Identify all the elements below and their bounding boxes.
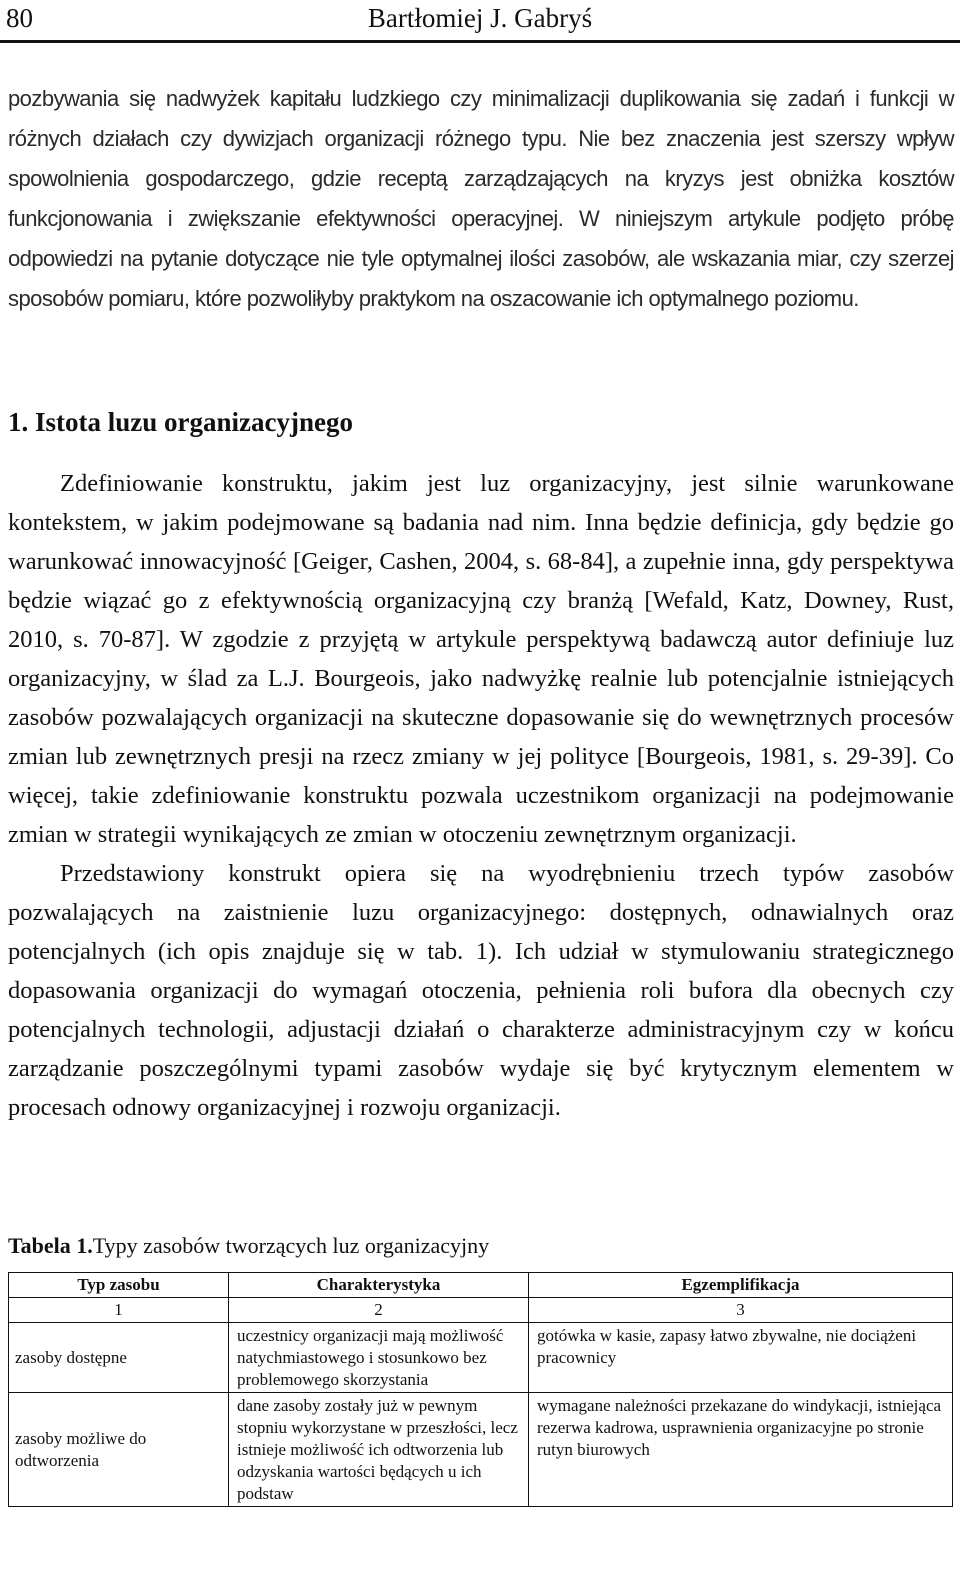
characteristic-cell: uczestnicy organizacji mają możliwość natychmiastowego i stosunkowo bez problemowego skorzystania (229, 1323, 529, 1393)
table (8, 1272, 953, 1507)
table-caption-text: Typy zasobów tworzących luz organizacyjny (92, 1233, 490, 1258)
page-number: 80 (6, 3, 33, 33)
example-cell: wymagane należności przekazane do windykacji, istniejąca rezerwa kadrowa, usprawnienia organizacyjne po stronie rutyn biurowych (529, 1393, 953, 1507)
table-caption (8, 1230, 489, 1262)
section-body (8, 464, 954, 1127)
column-number: 2 (229, 1298, 529, 1323)
table-header-characteristic: Charakterystyka (229, 1273, 529, 1298)
resource-types-table (8, 1272, 952, 1507)
paragraph-text: pozbywania się nadwyżek kapitału ludzkiego czy minimalizacji duplikowania się zadań i funkcji w różnych działach czy dywizjach organizacji różnego typu. Nie bez znaczenia jest szerszy wpływ spowolnienia gospodarczego, gdzie receptą zarządzających na kryzys jest obniżka kosztów funkcjonowania i zwiększanie efektywności operacyjnej. W niniejszym artykule podjęto próbę odpowiedzi na pytanie dotyczące nie tyle optymalnej ilości zasobów, ale wskazania miar, czy szerzej sposobów pomiaru, które pozwoliłyby praktykom na oszacowanie ich optymalnego poziomu. (8, 86, 954, 311)
running-head (0, 0, 960, 40)
table-header-type: Typ zasobu (9, 1273, 229, 1298)
section-paragraph-2: Przedstawiony konstrukt opiera się na wyodrębnieniu trzech typów zasobów pozwalających na zaistnienie luzu organizacyjnego: dostępnych, odnawialnych oraz potencjalnych (ich opis znajduje się w tab. 1). Ich udział w stymulowaniu strategicznego dopasowania organizacji do wymagań otoczenia, pełnienia roli bufora dla obecnych czy potencjalnych technologii, adjustacji działań o charakterze administracyjnym czy w końcu zarządzanie poszczególnymi typami zasobów wydaje się być krytycznym elementem w procesach odnowy organizacyjnej i rozwoju organizacji. (8, 860, 954, 1121)
table-row (9, 1393, 953, 1507)
column-number: 1 (9, 1298, 229, 1323)
table-header-example: Egzemplifikacja (529, 1273, 953, 1298)
example-cell: gotówka w kasie, zapasy łatwo zbywalne, nie dociążeni pracownicy (529, 1323, 953, 1393)
table-row (9, 1323, 953, 1393)
resource-type-cell: zasoby możliwe do odtworzenia (9, 1393, 229, 1507)
paragraph-continuation (8, 79, 954, 319)
section-paragraph-1: Zdefiniowanie konstruktu, jakim jest luz organizacyjny, jest silnie warunkowane kontekstem, w jakim podejmowane są badania nad nim. Inna będzie definicja, gdy będzie go warunkować innowacyjność [Geiger, Cashen, 2004, s. 68-84], a zupełnie inna, gdy perspektywa będzie wiązać go z efektywnością organizacyjną czy branżą [Wefald, Katz, Downey, Rust, 2010, s. 70-87]. W zgodzie z przyjętą w artykule perspektywą badawczą autor definiuje luz organizacyjny, w ślad za L.J. Bourgeois, jako nadwyżkę realnie lub potencjalnie istniejących zasobów pozwalających organizacji na skuteczne dopasowanie się do wewnętrznych procesów zmian lub zewnętrznych presji na rzecz zmiany w jej polityce [Bourgeois, 1981, s. 29-39]. Co więcej, takie zdefiniowanie konstruktu pozwala uczestnikom organizacji na podejmowanie zmian w strategii wynikających ze zmian w otoczeniu zewnętrznym organizacji. (8, 470, 954, 848)
resource-type-cell: zasoby dostępne (9, 1323, 229, 1393)
table-caption-label: Tabela 1. (8, 1233, 93, 1258)
table-header-row (9, 1273, 953, 1298)
column-number: 3 (529, 1298, 953, 1323)
running-head-author: Bartłomiej J. Gabryś (367, 3, 593, 33)
characteristic-cell: dane zasoby zostały już w pewnym stopniu wykorzystane w przeszłości, lecz istnieje możliwość ich odtworzenia lub odzyskania wartości będących u ich podstaw (229, 1393, 529, 1507)
section-heading: 1. Istota luzu organizacyjnego (8, 407, 353, 437)
header-rule (0, 40, 960, 43)
table-column-number-row (9, 1298, 953, 1323)
